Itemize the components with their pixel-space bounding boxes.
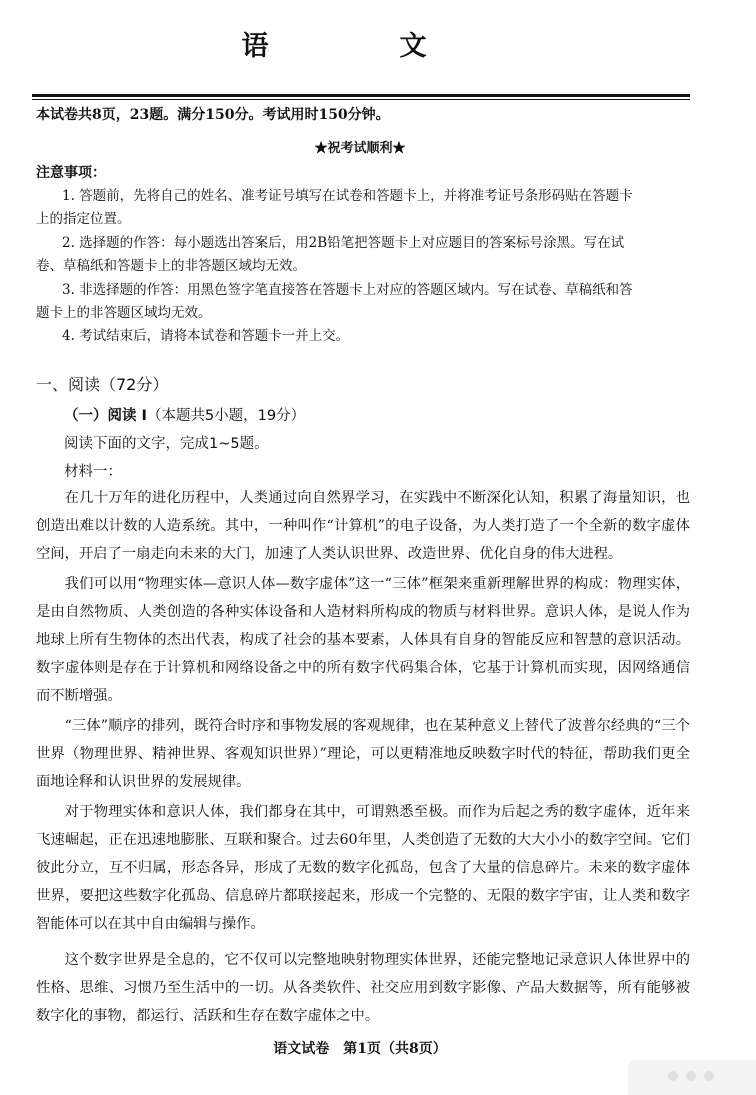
note-1-line-2: 上的指定位置。 [36, 211, 131, 227]
dot-icon [686, 1071, 696, 1081]
exam-meta: 本试卷共8页，23题。满分150分。考试用时150分钟。 [36, 107, 390, 123]
note-2-line-2: 卷、草稿纸和答题卡上的非答题区域均无效。 [36, 258, 306, 274]
page-title: 语 文 [241, 31, 479, 62]
note-2-line-1: 2. 选择题的作答：每小题选出答案后，用2B铅笔把答题卡上对应题目的答案标号涂黑。写在试 [62, 235, 625, 251]
reading-instruction: 阅读下面的文字，完成1~5题。 [64, 436, 269, 452]
note-1-line-1: 1. 答题前，先将自己的姓名、准考证号填写在试卷和答题卡上，并将准考证号条形码贴在答题卡 [62, 188, 633, 204]
paragraph-4: 对于物理实体和意识人体，我们都身在其中，可谓熟悉至极。而作为后起之秀的数字虚体，近年来飞速崛起，正在迅速地膨胀、互联和聚合。过去60年里，人类创造了无数的大大小小的数字空间。它们彼此分立，互不归属，形态各异，形成了无数的数字化孤岛，包含了大量的信息碎片。未来的数字虚体世界，要把这些数字化孤岛、信息碎片都联接起来，形成一个完整的、无限的数字宇宙，让人类和数字智能体可以在其中自由编辑与操作。 [36, 804, 690, 932]
header-rule-thick [32, 94, 690, 97]
paragraph-3: “三体”顺序的排列，既符合时序和事物发展的客观规律，也在某种意义上替代了波普尔经典的“三个世界（物理世界、精神世界、客观知识世界）”理论，可以更精准地反映数字时代的特征，帮助我们更全面地诠释和认识世界的发展规律。 [36, 718, 690, 790]
paragraph-5: 这个数字世界是全息的，它不仅可以完整地映射物理实体世界，还能完整地记录意识人体世界中的性格、思维、习惯乃至生活中的一切。从各类软件、社交应用到数字影像、产品大数据等，所有能够被数字化的事物，都运行、活跃和生存在数字虚体之中。 [36, 952, 690, 1024]
subsection-heading [64, 404, 305, 425]
page-footer: 语文试卷 第1页（共8页） [273, 1041, 447, 1057]
material-label: 材料一： [64, 464, 122, 480]
section-heading: 一、阅读（72分） [36, 375, 169, 394]
paragraph-1: 在几十万年的进化历程中，人类通过向自然界学习，在实践中不断深化认知，积累了海量知识，也创造出难以计数的人造系统。其中，一种叫作“计算机”的电子设备，为人类打造了一个全新的数字虚体空间，开启了一扇走向未来的大门，加速了人类认识世界、改造世界、优化自身的伟大进程。 [36, 490, 690, 562]
watermark-badge [628, 1060, 756, 1095]
notes-heading: 注意事项： [36, 165, 106, 181]
note-3-line-1: 3. 非选择题的作答：用黑色签字笔直接答在答题卡上对应的答题区域内。写在试卷、草稿纸和答 [62, 282, 633, 298]
dot-icon [668, 1071, 678, 1081]
note-3-line-2: 题卡上的非答题区域均无效。 [36, 305, 212, 321]
header-rule-thin [32, 99, 690, 100]
subsection-label: （一）阅读 I [64, 408, 147, 424]
good-luck-banner: ★祝考试顺利★ [314, 141, 406, 156]
dot-icon [704, 1071, 714, 1081]
note-4: 4. 考试结束后，请将本试卷和答题卡一并上交。 [62, 328, 350, 344]
subsection-info: （本题共5小题，19分） [146, 408, 306, 424]
paragraph-2: 我们可以用“物理实体—意识人体—数字虚体”这一“三体”框架来重新理解世界的构成：物理实体，是由自然物质、人类创造的各种实体设备和人造材料所构成的物质与材料世界。意识人体，是说人作为地球上所有生物体的杰出代表，构成了社会的基本要素，人体具有自身的智能反应和智慧的意识活动。数字虚体则是存在于计算机和网络设备之中的所有数字代码集合体，它基于计算机而实现，因网络通信而不断增强。 [36, 576, 690, 704]
